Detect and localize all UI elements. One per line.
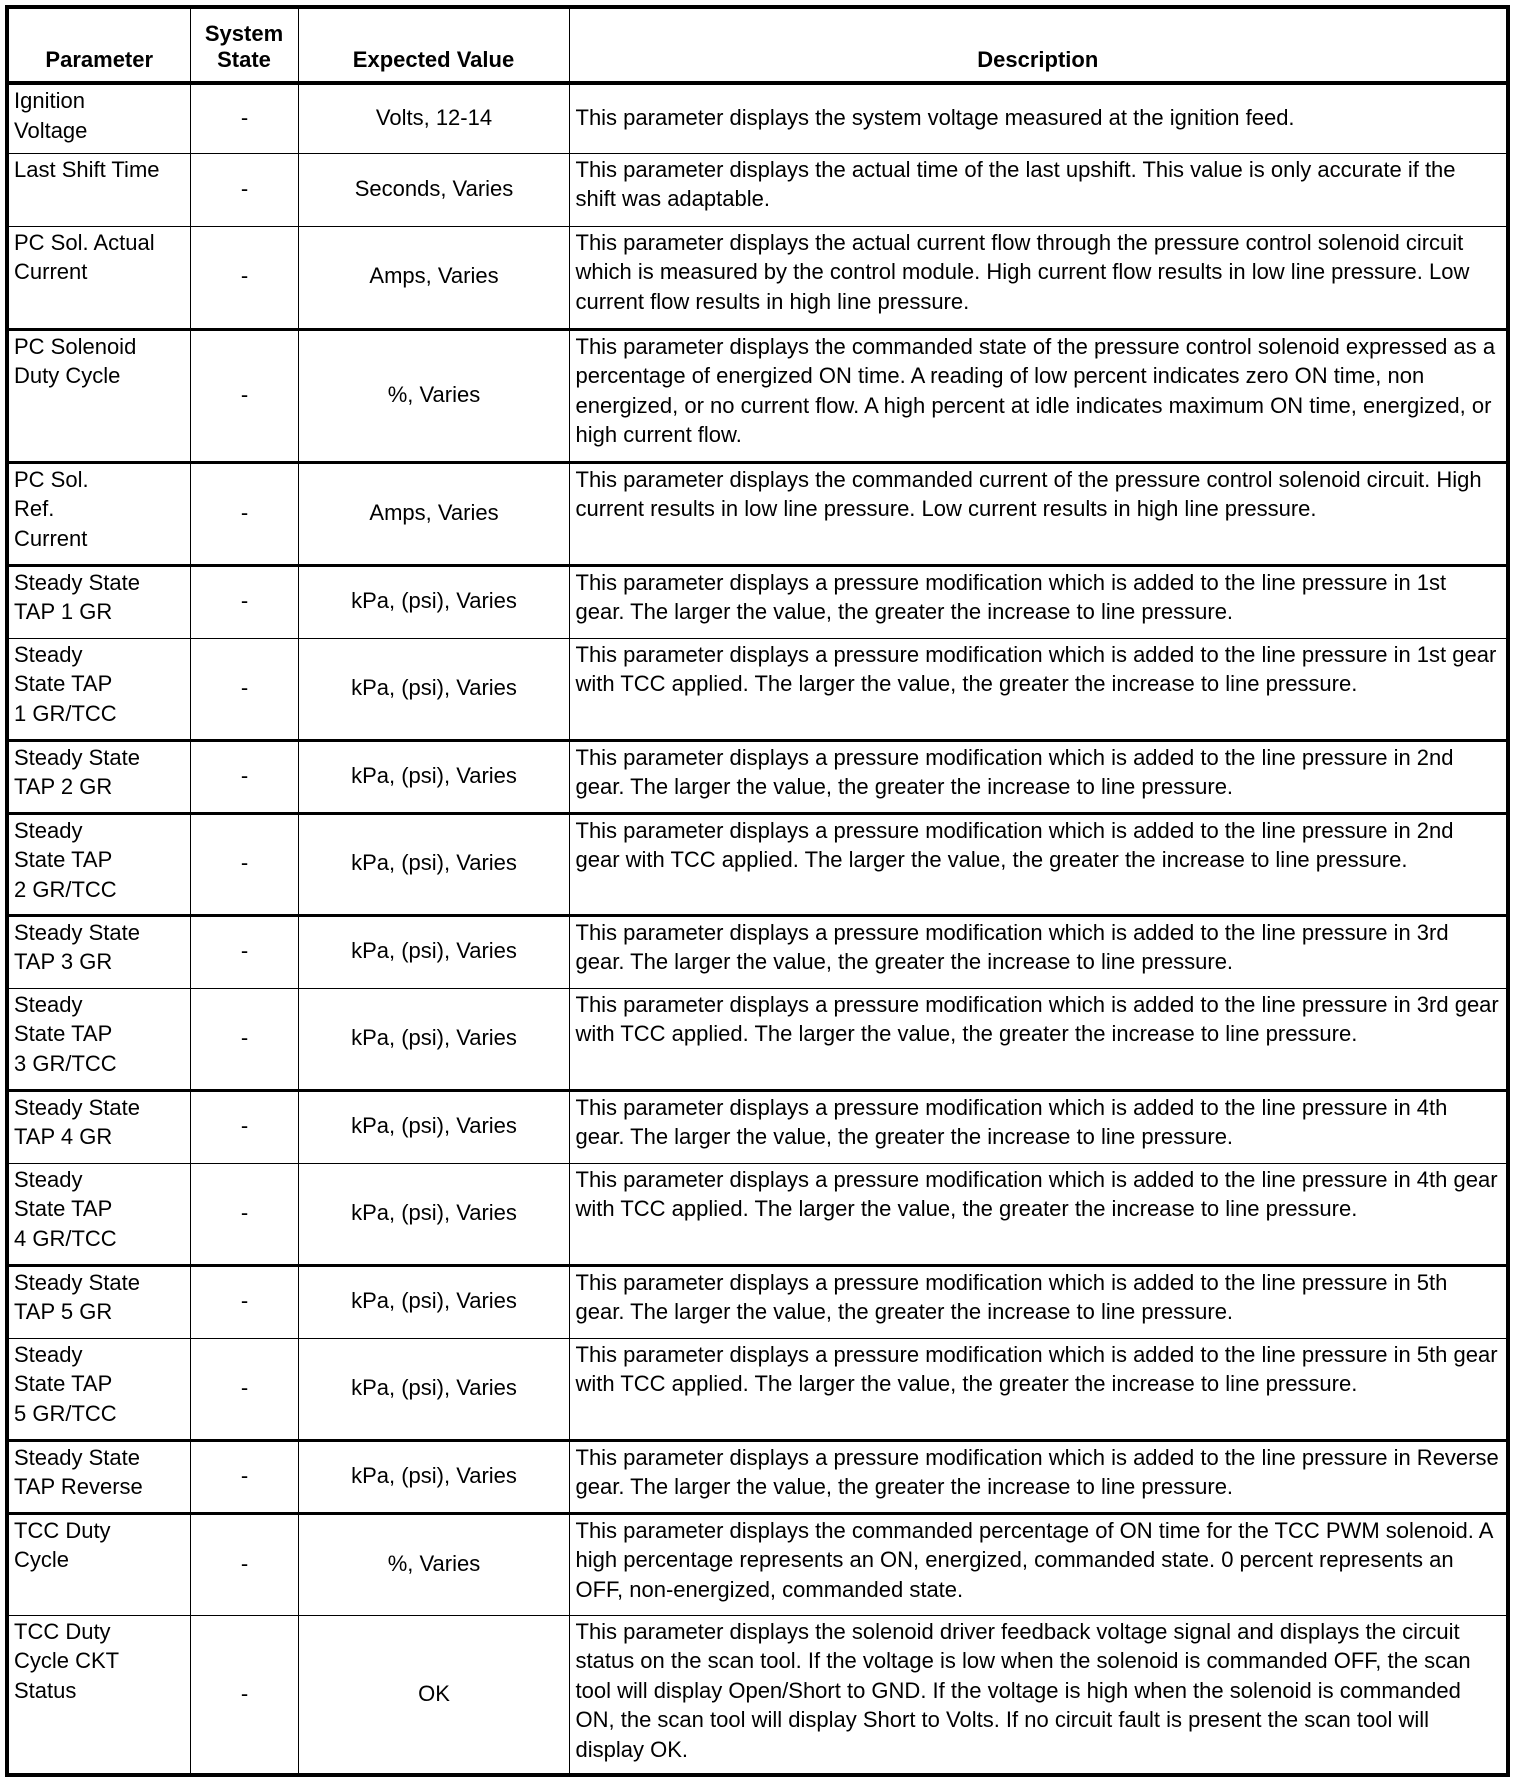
description-cell: This parameter displays the system voltage measured at the ignition feed.	[569, 83, 1508, 153]
system-state-cell: -	[190, 462, 298, 565]
header-system-state-line1: System	[204, 21, 284, 46]
description-cell: This parameter displays a pressure modification which is added to the line pressure in 1st gear. The larger the value, the greater the increase to line pressure.	[569, 565, 1508, 638]
description-cell: This parameter displays the actual current flow through the pressure control solenoid circuit which is measured by the control module. High current flow results in low line pressure. Low current flow results in high line pressure.	[569, 226, 1508, 329]
parameter-cell: TCC Duty Cycle CKT Status	[7, 1615, 190, 1775]
table-row	[7, 915, 1508, 988]
parameter-cell: PC Sol. Actual Current	[7, 226, 190, 329]
table-row	[7, 1265, 1508, 1338]
description-cell: This parameter displays the commanded percentage of ON time for the TCC PWM solenoid. A high percentage represents an ON, energized, commanded state. 0 percent represents an OFF, non-energized, commanded state.	[569, 1513, 1508, 1615]
system-state-cell: -	[190, 83, 298, 153]
parameter-cell: Steady State TAP 5 GR/TCC	[7, 1338, 190, 1440]
system-state-cell: -	[190, 813, 298, 915]
table-row	[7, 226, 1508, 329]
description-cell: This parameter displays a pressure modification which is added to the line pressure in 3rd gear. The larger the value, the greater the increase to line pressure.	[569, 915, 1508, 988]
table-row	[7, 1513, 1508, 1615]
expected-value-cell: Amps, Varies	[298, 462, 569, 565]
header-description	[569, 7, 1508, 83]
expected-value-cell: kPa, (psi), Varies	[298, 988, 569, 1090]
system-state-cell: -	[190, 1615, 298, 1775]
parameter-cell: Steady State TAP 2 GR	[7, 740, 190, 813]
table-row	[7, 1615, 1508, 1775]
system-state-cell: -	[190, 988, 298, 1090]
parameter-cell: Steady State TAP 5 GR	[7, 1265, 190, 1338]
expected-value-cell: kPa, (psi), Varies	[298, 915, 569, 988]
system-state-cell: -	[190, 1163, 298, 1265]
table-row	[7, 988, 1508, 1090]
expected-value-cell: kPa, (psi), Varies	[298, 638, 569, 740]
parameter-cell: Steady State TAP 3 GR/TCC	[7, 988, 190, 1090]
parameter-cell: TCC Duty Cycle	[7, 1513, 190, 1615]
parameter-cell: Steady State TAP 4 GR	[7, 1090, 190, 1163]
description-cell: This parameter displays a pressure modification which is added to the line pressure in 2nd gear with TCC applied. The larger the value, the greater the increase to line pressure.	[569, 813, 1508, 915]
description-cell: This parameter displays the commanded current of the pressure control solenoid circuit. High current results in low line pressure. Low current results in high line pressure.	[569, 462, 1508, 565]
expected-value-cell: %, Varies	[298, 329, 569, 462]
parameter-cell: Steady State TAP 3 GR	[7, 915, 190, 988]
header-system-state-line2: State	[217, 47, 271, 72]
table-row	[7, 1440, 1508, 1513]
description-cell: This parameter displays the commanded state of the pressure control solenoid expressed as a percentage of energized ON time. A reading of low percent indicates zero ON time, non energized, or no current flow. A high percent at idle indicates maximum ON time, energized, or high current flow.	[569, 329, 1508, 462]
table-row	[7, 1163, 1508, 1265]
parameter-cell: Steady State TAP 2 GR/TCC	[7, 813, 190, 915]
system-state-cell: -	[190, 915, 298, 988]
expected-value-cell: OK	[298, 1615, 569, 1775]
description-cell: This parameter displays a pressure modification which is added to the line pressure in Reverse gear. The larger the value, the greater the increase to line pressure.	[569, 1440, 1508, 1513]
table-header-row	[7, 7, 1508, 83]
description-cell: This parameter displays a pressure modification which is added to the line pressure in 1st gear with TCC applied. The larger the value, the greater the increase to line pressure.	[569, 638, 1508, 740]
parameter-cell: Last Shift Time	[7, 153, 190, 226]
scan-tool-parameter-table	[5, 5, 1510, 1777]
expected-value-cell: kPa, (psi), Varies	[298, 813, 569, 915]
description-cell: This parameter displays a pressure modification which is added to the line pressure in 4th gear. The larger the value, the greater the increase to line pressure.	[569, 1090, 1508, 1163]
parameter-cell: PC Solenoid Duty Cycle	[7, 329, 190, 462]
table-row	[7, 565, 1508, 638]
description-cell: This parameter displays the solenoid driver feedback voltage signal and displays the circuit status on the scan tool. If the voltage is low when the solenoid is commanded OFF, the scan tool will display Open/Short to GND. If the voltage is high when the solenoid is commanded ON, the scan tool will display Short to Volts. If no circuit fault is present the scan tool will display OK.	[569, 1615, 1508, 1775]
system-state-cell: -	[190, 1265, 298, 1338]
description-cell: This parameter displays the actual time of the last upshift. This value is only accurate if the shift was adaptable.	[569, 153, 1508, 226]
system-state-cell: -	[190, 153, 298, 226]
system-state-cell: -	[190, 1090, 298, 1163]
system-state-cell: -	[190, 1513, 298, 1615]
parameter-cell: Ignition Voltage	[7, 83, 190, 153]
description-cell: This parameter displays a pressure modification which is added to the line pressure in 5th gear. The larger the value, the greater the increase to line pressure.	[569, 1265, 1508, 1338]
expected-value-cell: kPa, (psi), Varies	[298, 1338, 569, 1440]
system-state-cell: -	[190, 1440, 298, 1513]
table-row	[7, 153, 1508, 226]
expected-value-cell: kPa, (psi), Varies	[298, 1163, 569, 1265]
parameter-cell: Steady State TAP 4 GR/TCC	[7, 1163, 190, 1265]
parameter-cell: PC Sol. Ref. Current	[7, 462, 190, 565]
header-expected-value-label: Expected Value	[352, 47, 515, 72]
expected-value-cell: kPa, (psi), Varies	[298, 565, 569, 638]
table-row	[7, 1090, 1508, 1163]
parameter-table-container	[5, 5, 1505, 1777]
system-state-cell: -	[190, 740, 298, 813]
expected-value-cell: %, Varies	[298, 1513, 569, 1615]
table-row	[7, 1338, 1508, 1440]
table-row	[7, 740, 1508, 813]
expected-value-cell: kPa, (psi), Varies	[298, 1440, 569, 1513]
system-state-cell: -	[190, 329, 298, 462]
description-cell: This parameter displays a pressure modification which is added to the line pressure in 3rd gear with TCC applied. The larger the value, the greater the increase to line pressure.	[569, 988, 1508, 1090]
parameter-cell: Steady State TAP 1 GR/TCC	[7, 638, 190, 740]
table-row	[7, 462, 1508, 565]
table-row	[7, 329, 1508, 462]
system-state-cell: -	[190, 226, 298, 329]
header-expected-value	[298, 7, 569, 83]
expected-value-cell: Volts, 12-14	[298, 83, 569, 153]
system-state-cell: -	[190, 638, 298, 740]
expected-value-cell: kPa, (psi), Varies	[298, 740, 569, 813]
parameter-cell: Steady State TAP Reverse	[7, 1440, 190, 1513]
table-row	[7, 83, 1508, 153]
system-state-cell: -	[190, 1338, 298, 1440]
header-parameter	[7, 7, 190, 83]
header-parameter-label: Parameter	[45, 47, 154, 72]
description-cell: This parameter displays a pressure modification which is added to the line pressure in 2nd gear. The larger the value, the greater the increase to line pressure.	[569, 740, 1508, 813]
header-description-label: Description	[977, 47, 1099, 72]
description-cell: This parameter displays a pressure modification which is added to the line pressure in 5th gear with TCC applied. The larger the value, the greater the increase to line pressure.	[569, 1338, 1508, 1440]
expected-value-cell: kPa, (psi), Varies	[298, 1265, 569, 1338]
description-cell: This parameter displays a pressure modification which is added to the line pressure in 4th gear with TCC applied. The larger the value, the greater the increase to line pressure.	[569, 1163, 1508, 1265]
expected-value-cell: Amps, Varies	[298, 226, 569, 329]
table-row	[7, 813, 1508, 915]
expected-value-cell: Seconds, Varies	[298, 153, 569, 226]
table-row	[7, 638, 1508, 740]
parameter-cell: Steady State TAP 1 GR	[7, 565, 190, 638]
expected-value-cell: kPa, (psi), Varies	[298, 1090, 569, 1163]
system-state-cell: -	[190, 565, 298, 638]
header-system-state	[190, 7, 298, 83]
